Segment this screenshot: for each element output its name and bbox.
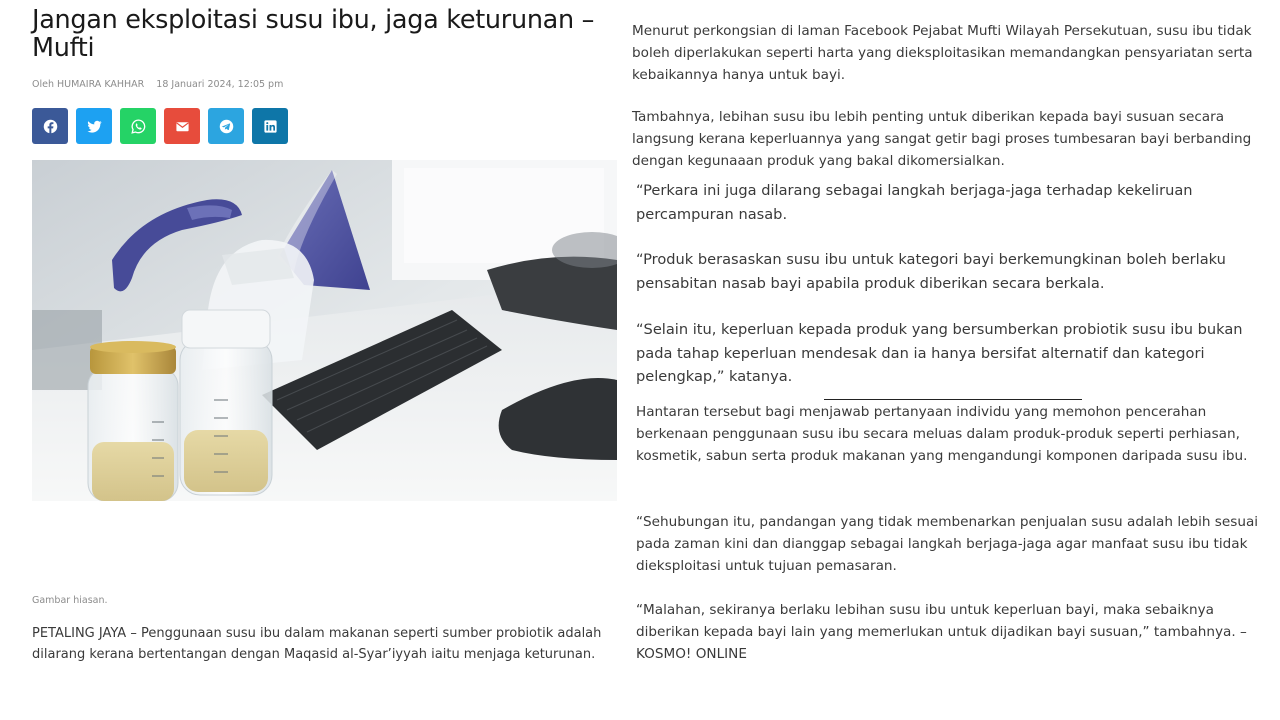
author-byline[interactable]: Oleh HUMAIRA KAHHAR: [32, 79, 145, 90]
divider-line: [824, 399, 1082, 400]
article-title: Jangan eksploitasi susu ibu, jaga keturunan – Mufti: [32, 5, 595, 63]
share-email-button[interactable]: [164, 108, 200, 144]
image-caption: Gambar hiasan.: [32, 595, 108, 606]
telegram-icon: [219, 119, 234, 134]
body-paragraph-4: “Produk berasaskan susu ibu untuk kategori bayi berkemungkinan boleh berlaku pensabitan nasab bayi apabila produk diberikan secara berkala.: [636, 251, 1226, 292]
twitter-icon: [87, 119, 102, 134]
share-twitter-button[interactable]: [76, 108, 112, 144]
body-paragraph-6: Hantaran tersebut bagi menjawab pertanyaan individu yang memohon pencerahan berkenaan penggunaan susu ibu secara meluas dalam produk-produk seperti perhiasan, kosmetik, sabun serta produk makanan yang mengandungi komponen daripada susu ibu.: [636, 404, 1248, 464]
article-lead: PETALING JAYA – Penggunaan susu ibu dalam makanan seperti sumber probiotik adalah dilarang kerana bertentangan dengan Maqasid al-Syar’iyyah iaitu menjaga keturunan.: [32, 626, 602, 662]
publish-date: 18 Januari 2024, 12:05 pm: [156, 79, 284, 90]
body-paragraph-7: “Sehubungan itu, pandangan yang tidak membenarkan penjualan susu adalah lebih sesuai pada zaman kini dan dianggap sebagai langkah berjaga-jaga agar manfaat susu ibu tidak dieksploitasi untuk tujuan pemasaran.: [636, 514, 1259, 574]
whatsapp-icon: [131, 119, 146, 134]
breast-pump-photo: [32, 160, 617, 501]
share-facebook-button[interactable]: [32, 108, 68, 144]
email-icon: [175, 119, 190, 134]
body-paragraph-5: “Selain itu, keperluan kepada produk yang bersumberkan probiotik susu ibu bukan pada tahap keperluan mendesak dan ia hanya bersifat alternatif dan kategori pelengkap,” katanya.: [636, 321, 1243, 385]
share-linkedin-button[interactable]: [252, 108, 288, 144]
body-paragraph-2: Tambahnya, lebihan susu ibu lebih penting untuk diberikan kepada bayi susuan secara langsung kerana keperluannya yang sangat getir bagi proses tumbesaran bayi berbanding dengan kegunaaan produk yang bakal dikomersialkan.: [632, 109, 1252, 169]
hero-image: [32, 160, 617, 501]
share-telegram-button[interactable]: [208, 108, 244, 144]
share-whatsapp-button[interactable]: [120, 108, 156, 144]
share-bar: [32, 108, 288, 144]
body-paragraph-1: Menurut perkongsian di laman Facebook Pejabat Mufti Wilayah Persekutuan, susu ibu tidak boleh diperlakukan seperti harta yang dieksploitasikan memandangkan pensyariatan serta kebaikannya hanya untuk bayi.: [632, 23, 1253, 83]
body-paragraph-8: “Malahan, sekiranya berlaku lebihan susu ibu untuk keperluan bayi, maka sebaiknya diberikan kepada bayi lain yang memerlukan untuk dijadikan bayi susuan,” tambahnya. – KOSMO! ONLINE: [636, 602, 1247, 662]
article-meta: [32, 79, 283, 90]
linkedin-icon: [263, 119, 278, 134]
facebook-icon: [43, 119, 58, 134]
body-paragraph-3: “Perkara ini juga dilarang sebagai langkah berjaga-jaga terhadap kekeliruan percampuran nasab.: [636, 182, 1193, 223]
